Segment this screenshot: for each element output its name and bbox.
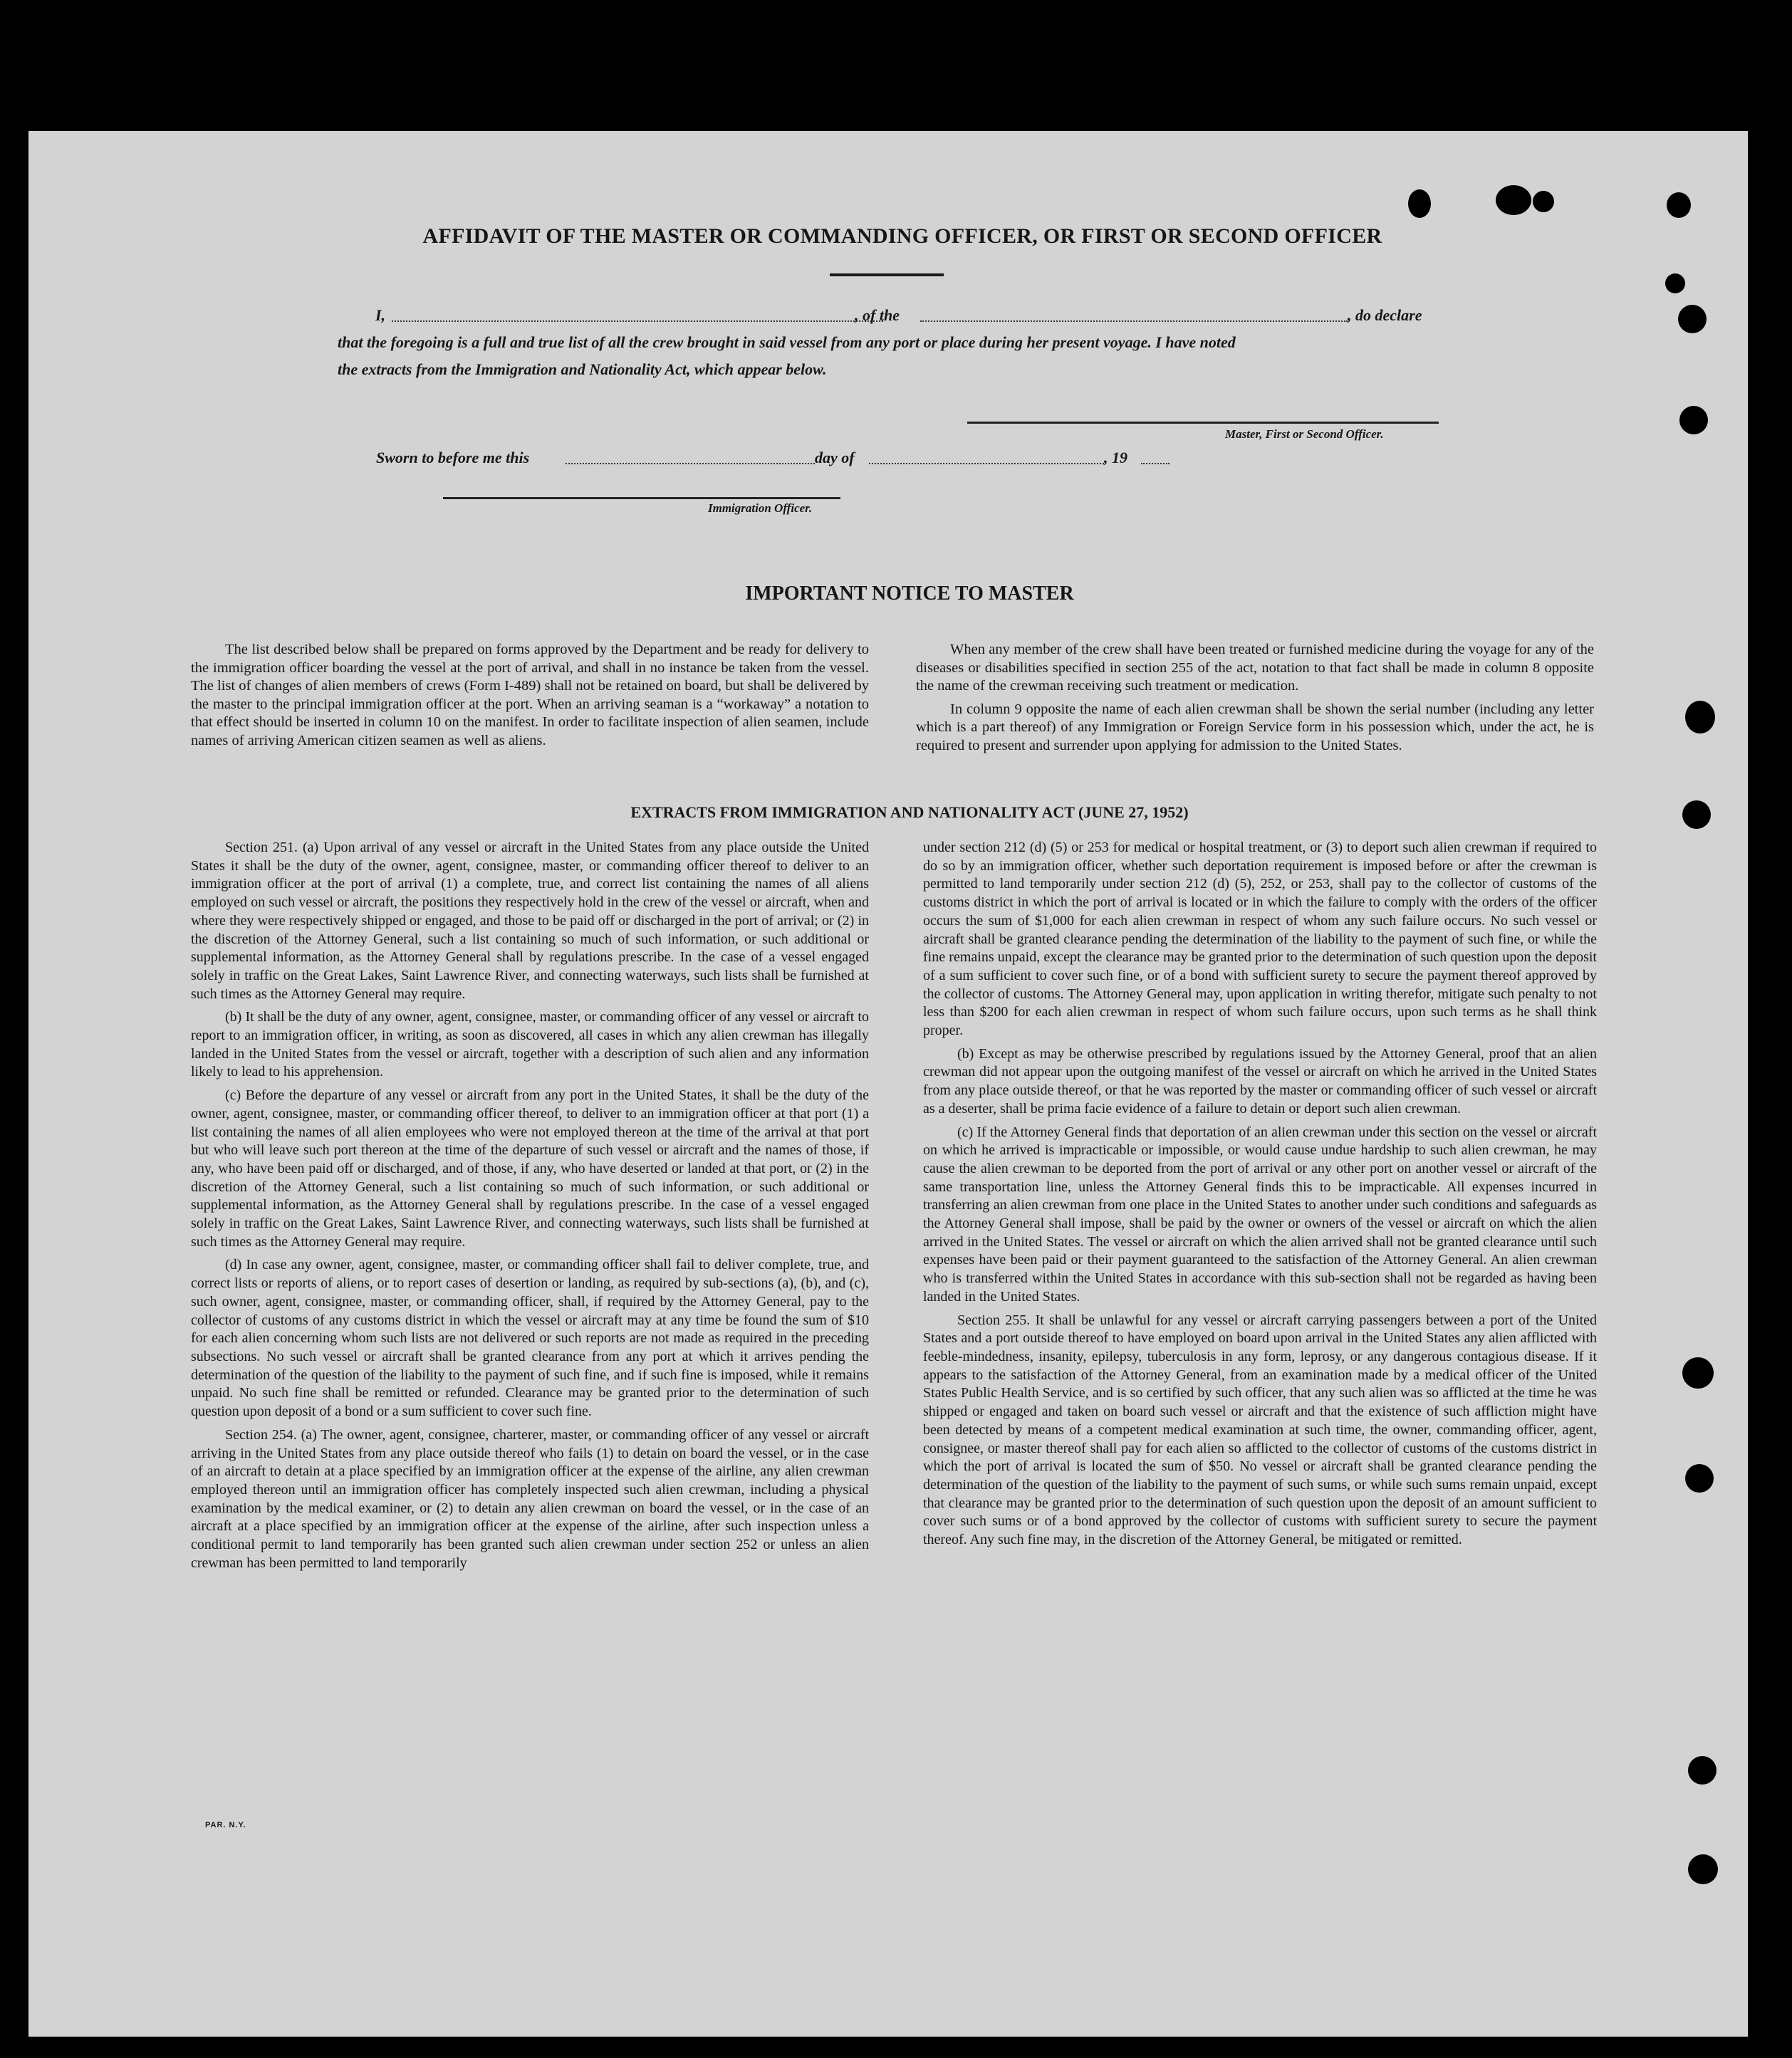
declarant-prefix: I,: [375, 306, 386, 324]
declaration-line-2: that the foregoing is a full and true list of all the crew brought in said vessel from any port or place during her present voyage. I have noted: [338, 333, 1236, 351]
declarant-name-field[interactable]: [392, 320, 883, 322]
punch-hole: [1688, 1854, 1718, 1884]
punch-hole: [1682, 1357, 1714, 1389]
punch-hole: [1688, 1756, 1717, 1785]
officer-signature-line[interactable]: [443, 497, 840, 499]
master-signature-line[interactable]: [967, 422, 1439, 424]
statute-paragraph: Section 255. It shall be unlawful for any vessel or aircraft carrying passengers between a port of the United States and a port outside thereof to have employed on board upon arrival in the United States any alien afflicted with feeble-mindedness, insanity, epilepsy, tuberculosis in any form, leprosy, or any dangerous contagious disease. If it appears to the satisfaction of the Attorney General, from an examination made by a medical officer of the United States Public Health Service, and is so certified by such officer, that any such alien was so afflicted at the time he was shipped or engaged and taken on board such vessel or aircraft and that the existence of such affliction might have been detected by means of a competent medical examination at such time, the owner, commanding officer, agent, consignee, or master thereof shall pay for each alien so afflicted to the collector of customs of the customs district in which the port of arrival is located the sum of $50. No vessel or aircraft shall be granted clearance pending the determination of the question of the liability to the payment of such sums, or while such sums remain unpaid, except that clearance may be granted prior to the determination of such question upon the deposit of an amount sufficient to cover such sums or of a bond approved by the collector of customs with sufficient surety to secure the payment thereof. Any such fine may, in the discretion of the Attorney General, be mitigated or remitted.: [923, 1312, 1597, 1548]
printer-mark: PAR. N.Y.: [205, 1821, 246, 1829]
extracts-title: EXTRACTS FROM IMMIGRATION AND NATIONALITY ACT (JUNE 27, 1952): [630, 803, 1189, 821]
notice-paragraph: In column 9 opposite the name of each alien crewman shall be shown the serial number (including any letter which is a part thereof) of any Immigration or Foreign Service form in his possession which, under the act, he is required to present and surrender upon applying for admission to the United States.: [916, 701, 1594, 753]
statute-paragraph: (b) It shall be the duty of any owner, agent, consignee, master, or commanding officer of any vessel or aircraft to report to an immigration officer, in writing, as soon as discovered, all cases in which any alien crewman has illegally landed in the United States from the vessel or aircraft, together with a description of such alien and any information likely to lead to his apprehension.: [191, 1009, 869, 1080]
statute-paragraph: Section 251. (a) Upon arrival of any vessel or aircraft in the United States from any place outside the United States it shall be the duty of the owner, agent, consignee, master, or commanding officer thereof to deliver to an immigration officer at the port of arrival (1) a complete, true, and correct list containing the names of all aliens employed on such vessel or aircraft, the positions they respectively hold in the crew of the vessel or aircraft, when and where they were respectively shipped or engaged, and those to be paid off or discharged in the port of arrival; or (2) in the discretion of the Attorney General, such a list containing so much of such information, or such additional or supplemental information, as the Attorney General shall by regulations prescribe. In the case of a vessel engaged solely in traffic on the Great Lakes, Saint Lawrence River, and connecting waterways, such lists shall be furnished at such times as the Attorney General may require.: [191, 840, 869, 1002]
punch-hole: [1685, 701, 1715, 733]
notice-paragraph: The list described below shall be prepared on forms approved by the Department and be ready for delivery to the immigration officer boarding the vessel at the port of arrival, and shall in no instance be taken from the vessel. The list of changes of alien members of crews (Form I-489) shall not be retained on board, but shall be delivered by the master to the principal immigration officer at the port. When an arriving seaman is a “workaway” a notation to that effect should be inserted in column 10 on the manifest. In order to facilitate inspection of alien seamen, include names of arriving American citizen seamen as well as aliens.: [191, 642, 869, 748]
sworn-year-prefix: , 19: [1104, 449, 1127, 466]
officer-signature-label: Immigration Officer.: [708, 501, 813, 515]
form-page: [28, 131, 1748, 2037]
sworn-prefix: Sworn to before me this: [376, 449, 530, 466]
sworn-year-field[interactable]: [1141, 463, 1170, 464]
statute-paragraph: (c) If the Attorney General finds that deportation of an alien crewman under this section on the vessel or aircraft on which he arrived is impracticable or impossible, or would cause undue hardship to such alien crewman, he may cause the alien crewman to be deported from the port of arrival or any other port on another vessel or aircraft of the same transportation line, unless the Attorney General finds this to be impracticable. All expenses incurred in transferring an alien crewman from one place in the United States to another under such conditions and safeguards as the Attorney General shall impose, shall be paid by the owner or owners of the vessel or aircraft on which the alien arrived in the United States. The vessel or aircraft on which the alien arrived shall not be granted clearance until such expenses have been paid or their payment guaranteed to the satisfaction of the Attorney General. An alien crewman who is transferred within the United States in accordance with this sub-section shall not be regarded as having been landed in the United States.: [923, 1124, 1597, 1305]
statute-paragraph: under section 212 (d) (5) or 253 for medical or hospital treatment, or (3) to deport such alien crewman if required to do so by an immigration officer, whether such deportation requirement is imposed before or after the crewman is permitted to land temporarily under section 212 (d) (5), 252, or 253, shall pay to the collector of customs of the customs district in which the port of arrival is located or in which the failure to comply with the orders of the officer occurs the sum of $1,000 for each alien crewman in respect of whom any such failure occurs. No such vessel or aircraft shall be granted clearance pending the determination of the liability to the payment of such fine, or while the fine remains unpaid, except the clearance may be granted prior to the determination of such question upon the deposit of a sum sufficient to cover such fine, or of a bond with sufficient surety to secure the payment thereof approved by the collector of customs. The Attorney General may, upon application in writing therefor, mitigate such penalty to not less than $200 for each alien crewman in respect of whom such failure occurs, upon such terms as he shall think proper.: [923, 840, 1597, 1039]
notice-left-column: [191, 641, 869, 755]
statute-paragraph: (b) Except as may be otherwise prescribed by regulations issued by the Attorney General, proof that an alien crewman did not appear upon the outgoing manifest of the vessel or aircraft on which he arrived in the United States from any place outside thereof, or that he was reported by the master or commanding officer of such vessel or aircraft as a deserter, shall be prima facie evidence of a failure to detain or deport such alien crewman.: [923, 1045, 1597, 1117]
statute-paragraph: Section 254. (a) The owner, agent, consignee, charterer, master, or commanding officer of any vessel or aircraft arriving in the United States from any place outside thereof who fails (1) to detain on board the vessel, or in the case of an aircraft to detain at a place specified by an immigration officer at the expense of the airline, any alien crewman employed thereon until an immigration officer has completely inspected such alien crewman, including a physical examination by the medical examiner, or (2) to detain any alien crewman on board the vessel, or in the case of an aircraft at a place specified by an immigration officer at the expense of the airline, after such inspection unless a conditional permit to land temporarily has been granted such alien crewman under section 252 or unless an alien crewman has been permitted to land temporarily: [191, 1426, 869, 1571]
statute-paragraph: (d) In case any owner, agent, consignee, master, or commanding officer shall fail to deliver complete, true, and correct lists or reports of aliens, or to report cases of desertion or landing, as required by sub-sections (a), (b), and (c), such owner, agent, consignee, master, or commanding officer, shall, if required by the Attorney General, pay to the collector of customs of any customs district in which the vessel or aircraft may at any time be found the sum of $10 for each alien concerning whom such lists are not delivered or such reports are not made as required in the preceding subsections. No such vessel or aircraft shall be granted clearance from any port at which it arrives pending the determination of the question of the liability to the payment of such fine, and if such fine is imposed, while it remains unpaid. No such fine shall be remitted or refunded. Clearance may be granted prior to the determination of such question upon deposit of a bond or a sum sufficient to cover such fine.: [191, 1257, 869, 1420]
punch-hole: [1408, 189, 1431, 218]
punch-hole: [1679, 406, 1708, 434]
declaration-line-3: the extracts from the Immigration and Nationality Act, which appear below.: [338, 360, 827, 378]
notice-title: IMPORTANT NOTICE TO MASTER: [745, 583, 1074, 605]
master-signature-label: Master, First or Second Officer.: [1225, 427, 1384, 441]
extracts-left-column: [191, 839, 869, 1577]
notice-right-column: [916, 641, 1594, 760]
vessel-prefix: , of the: [855, 306, 900, 324]
punch-hole: [1665, 273, 1685, 293]
notice-paragraph: When any member of the crew shall have been treated or furnished medicine during the voyage for any of the diseases or disabilities specified in section 255 of the act, notation to that fact shall be made in column 8 opposite the name of the crewman receiving such treatment or medication.: [916, 642, 1594, 694]
extracts-right-column: [923, 839, 1597, 1555]
punch-hole: [1678, 305, 1707, 333]
punch-hole: [1496, 185, 1531, 215]
statute-paragraph: (c) Before the departure of any vessel or aircraft from any port in the United States, it shall be the duty of the owner, agent, consignee, master, or commanding officer thereof, to deliver to an immigration officer at that port (1) a list containing the names of all alien employees who were not employed thereon at the time of the arrival at that port but who will leave such port thereon at the time of the departure of such vessel or aircraft and the names of those, if any, who have been paid off or discharged, and of those, if any, who have deserted or landed at that port, or (2) in the discretion of the Attorney General, such a list containing so much of such information, or such additional or supplemental information, as the Attorney General shall by regulations prescribe. In the case of a vessel engaged solely in traffic on the Great Lakes, Saint Lawrence River, and connecting waterways, such lists shall be furnished at such times as the Attorney General may require.: [191, 1087, 869, 1250]
punch-hole: [1667, 192, 1691, 218]
title-rule: [830, 273, 944, 276]
sworn-day-of: day of: [815, 449, 855, 466]
punch-hole: [1533, 191, 1554, 212]
declare-suffix: , do declare: [1348, 306, 1422, 324]
punch-hole: [1685, 1464, 1714, 1493]
sworn-month-field[interactable]: [869, 463, 1104, 464]
sworn-day-field[interactable]: [566, 463, 815, 464]
vessel-name-field[interactable]: [920, 320, 1348, 322]
affidavit-title: AFFIDAVIT OF THE MASTER OR COMMANDING OFFICER, OR FIRST OR SECOND OFFICER: [422, 224, 1382, 248]
